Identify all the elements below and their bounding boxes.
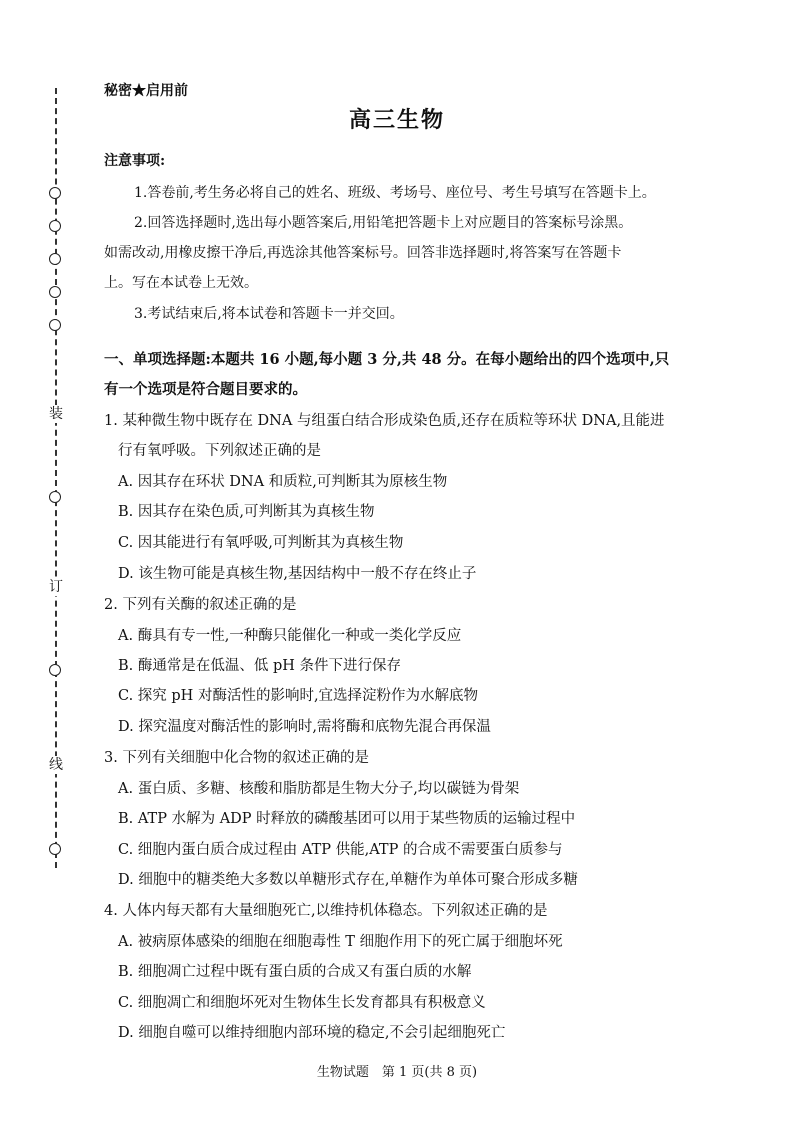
- confidential-label: 秘密★启用前: [104, 83, 188, 99]
- question-3-option-a: A. 蛋白质、多糖、核酸和脂肪都是生物大分子,均以碳链为骨架: [118, 781, 520, 797]
- binding-hole-4: [49, 286, 61, 298]
- section-heading-line-1: 一、单项选择题:本题共 16 小题,每小题 3 分,共 48 分。在每小题给出的四个选项中,只: [104, 351, 670, 368]
- notice-heading: 注意事项:: [104, 153, 166, 169]
- binding-char-ding: 订: [49, 579, 63, 595]
- notice-line-5: 3.考试结束后,将本试卷和答题卡一并交回。: [134, 306, 404, 322]
- question-3-option-d: D. 细胞中的糖类绝大多数以单糖形式存在,单糖作为单体可聚合形成多糖: [118, 872, 578, 888]
- binding-hole-1: [49, 187, 61, 199]
- notice-line-1: 1.答卷前,考生务必将自己的姓名、班级、考场号、座位号、考生号填写在答题卡上。: [134, 185, 656, 201]
- binding-char-zhuang: 装: [49, 406, 63, 422]
- binding-hole-7: [49, 664, 61, 676]
- question-1-stem-line-2: 行有氧呼吸。下列叙述正确的是: [118, 443, 321, 459]
- question-1-option-d: D. 该生物可能是真核生物,基因结构中一般不存在终止子: [118, 566, 477, 582]
- question-4-stem: 4. 人体内每天都有大量细胞死亡,以维持机体稳态。下列叙述正确的是: [104, 903, 548, 919]
- page-footer: 生物试题 第 1 页(共 8 页): [316, 1065, 478, 1080]
- question-2-option-b: B. 酶通常是在低温、低 pH 条件下进行保存: [118, 658, 402, 674]
- question-1-option-c: C. 因其能进行有氧呼吸,可判断其为真核生物: [118, 535, 404, 551]
- question-2-stem: 2. 下列有关酶的叙述正确的是: [104, 597, 297, 613]
- question-2-option-c: C. 探究 pH 对酶活性的影响时,宜选择淀粉作为水解底物: [118, 688, 479, 704]
- question-4-option-c: C. 细胞凋亡和细胞坏死对生物体生长发育都具有积极意义: [118, 995, 486, 1011]
- binding-hole-8: [49, 843, 61, 855]
- question-1-option-b: B. 因其存在染色质,可判断其为真核生物: [118, 504, 375, 520]
- section-heading-line-2: 有一个选项是符合题目要求的。: [104, 381, 307, 398]
- notice-line-4: 上。写在本试卷上无效。: [104, 275, 258, 291]
- binding-hole-5: [49, 319, 61, 331]
- question-4-option-a: A. 被病原体感染的细胞在细胞毒性 T 细胞作用下的死亡属于细胞坏死: [118, 934, 563, 950]
- question-3-option-b: B. ATP 水解为 ADP 时释放的磷酸基团可以用于某些物质的运输过程中: [118, 811, 576, 827]
- notice-line-2: 2.回答选择题时,选出每小题答案后,用铅笔把答题卡上对应题目的答案标号涂黑。: [134, 215, 633, 231]
- binding-char-xian: 线: [49, 757, 63, 773]
- binding-dashed-line: [55, 88, 57, 868]
- question-3-option-c: C. 细胞内蛋白质合成过程由 ATP 供能,ATP 的合成不需要蛋白质参与: [118, 842, 563, 858]
- binding-hole-2: [49, 220, 61, 232]
- binding-hole-3: [49, 253, 61, 265]
- question-3-stem: 3. 下列有关细胞中化合物的叙述正确的是: [104, 750, 369, 766]
- question-4-option-b: B. 细胞凋亡过程中既有蛋白质的合成又有蛋白质的水解: [118, 964, 472, 980]
- page-title: 高三生物: [348, 107, 445, 133]
- binding-hole-6: [49, 491, 61, 503]
- question-4-option-d: D. 细胞自噬可以维持细胞内部环境的稳定,不会引起细胞死亡: [118, 1025, 506, 1041]
- question-2-option-d: D. 探究温度对酶活性的影响时,需将酶和底物先混合再保温: [118, 719, 491, 735]
- question-1-option-a: A. 因其存在环状 DNA 和质粒,可判断其为原核生物: [118, 474, 448, 490]
- question-1-stem-line-1: 1. 某种微生物中既存在 DNA 与组蛋白结合形成染色质,还存在质粒等环状 DNA,且能进: [104, 413, 665, 429]
- notice-line-3: 如需改动,用橡皮擦干净后,再选涂其他答案标号。回答非选择题时,将答案写在答题卡: [104, 245, 622, 261]
- question-2-option-a: A. 酶具有专一性,一种酶只能催化一种或一类化学反应: [118, 628, 462, 644]
